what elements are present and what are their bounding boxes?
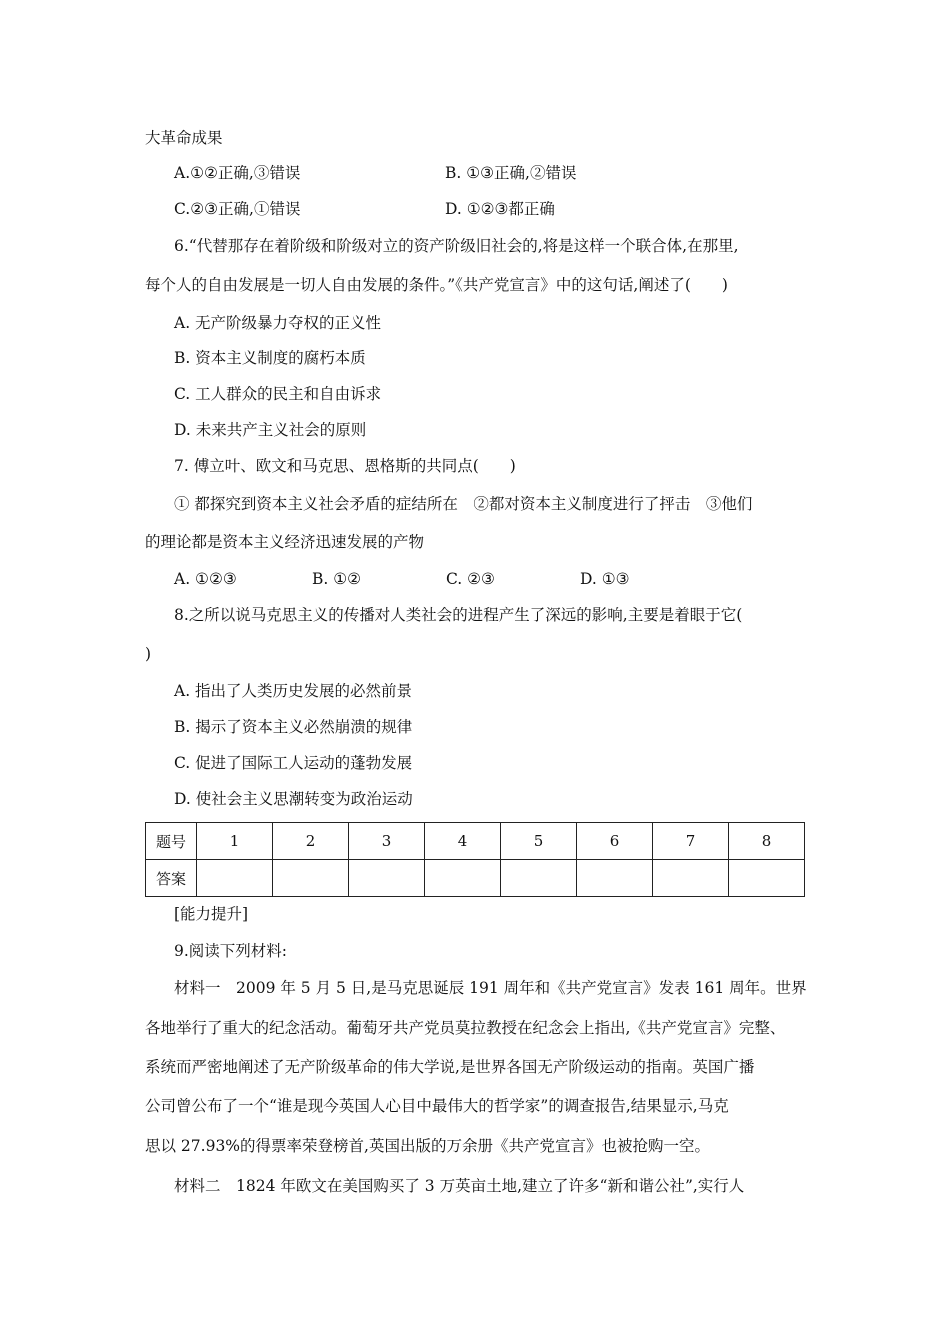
table-header-answer: 答案	[146, 860, 197, 897]
material1-line5: 思以 27.93%的得票率荣登榜首,英国出版的万余册《共产党宣言》也被抢购一空。	[145, 1137, 710, 1155]
q6-option-a: A. 无产阶级暴力夺权的正义性	[174, 314, 382, 332]
q8-option-a: A. 指出了人类历史发展的必然前景	[174, 682, 413, 700]
answer-cell[interactable]	[197, 860, 273, 897]
q5-option-a: A.①②正确,③错误	[174, 164, 301, 182]
q8-option-c: C. 促进了国际工人运动的蓬勃发展	[174, 754, 413, 772]
q6-option-c: C. 工人群众的民主和自由诉求	[174, 385, 382, 403]
q6-stem-line1: 6.“代替那存在着阶级和阶级对立的资产阶级旧社会的,将是这样一个联合体,在那里,	[174, 237, 739, 255]
material2-line1: 材料二 1824 年欧文在美国购买了 3 万英亩土地,建立了许多“新和谐公社”,实行人	[174, 1177, 745, 1195]
q8-stem-line1: 8.之所以说马克思主义的传播对人类社会的进程产生了深远的影响,主要是着眼于它(	[174, 606, 743, 624]
q7-statements-line1: ① 都探究到资本主义社会矛盾的症结所在 ②都对资本主义制度进行了抨击 ③他们	[174, 495, 753, 513]
answer-cell[interactable]	[501, 860, 577, 897]
answer-cell[interactable]	[577, 860, 653, 897]
q6-option-d: D. 未来共产主义社会的原则	[174, 421, 367, 439]
answer-cell[interactable]	[729, 860, 805, 897]
q7-statements-line2: 的理论都是资本主义经济迅速发展的产物	[145, 533, 425, 551]
material1-line1: 材料一 2009 年 5 月 5 日,是马克思诞辰 191 周年和《共产党宣言》发表 161 周年。世界	[174, 979, 807, 997]
q5-option-c: C.②③正确,①错误	[174, 200, 301, 218]
q6-option-b: B. 资本主义制度的腐朽本质	[174, 349, 366, 367]
question-number-cell: 4	[425, 823, 501, 860]
q7-option-a: A. ①②③	[174, 570, 237, 588]
q7-option-d: D. ①③	[580, 570, 630, 588]
q5-option-d: D. ①②③都正确	[445, 200, 555, 218]
previous-question-fragment: 大革命成果	[145, 129, 223, 147]
q5-option-b: B. ①③正确,②错误	[445, 164, 577, 182]
q7-stem: 7. 傅立叶、欧文和马克思、恩格斯的共同点( )	[174, 457, 516, 475]
answer-cell[interactable]	[273, 860, 349, 897]
question-number-cell: 8	[729, 823, 805, 860]
q8-stem-line2: )	[145, 645, 152, 663]
question-number-cell: 5	[501, 823, 577, 860]
material1-line3: 系统而严密地阐述了无产阶级革命的伟大学说,是世界各国无产阶级运动的指南。英国广播	[145, 1058, 755, 1076]
table-row-answers	[146, 860, 805, 897]
table-row-numbers	[146, 823, 805, 860]
answer-cell[interactable]	[349, 860, 425, 897]
q6-stem-line2: 每个人的自由发展是一切人自由发展的条件。”《共产党宣言》中的这句话,阐述了( )	[145, 276, 728, 294]
q7-option-b: B. ①②	[312, 570, 362, 588]
section-title: [能力提升]	[174, 905, 249, 923]
answer-cell[interactable]	[653, 860, 729, 897]
answer-table	[145, 822, 805, 897]
question-number-cell: 6	[577, 823, 653, 860]
answer-cell[interactable]	[425, 860, 501, 897]
q8-option-b: B. 揭示了资本主义必然崩溃的规律	[174, 718, 413, 736]
question-number-cell: 2	[273, 823, 349, 860]
q9-stem: 9.阅读下列材料:	[174, 942, 288, 960]
question-number-cell: 7	[653, 823, 729, 860]
table-header-number: 题号	[146, 823, 197, 860]
q8-option-d: D. 使社会主义思潮转变为政治运动	[174, 790, 413, 808]
material1-line2: 各地举行了重大的纪念活动。葡萄牙共产党员莫拉教授在纪念会上指出,《共产党宣言》完整、	[145, 1019, 786, 1037]
material1-line4: 公司曾公布了一个“谁是现今英国人心目中最伟大的哲学家”的调查报告,结果显示,马克	[145, 1097, 729, 1115]
question-number-cell: 3	[349, 823, 425, 860]
question-number-cell: 1	[197, 823, 273, 860]
q7-option-c: C. ②③	[446, 570, 495, 588]
